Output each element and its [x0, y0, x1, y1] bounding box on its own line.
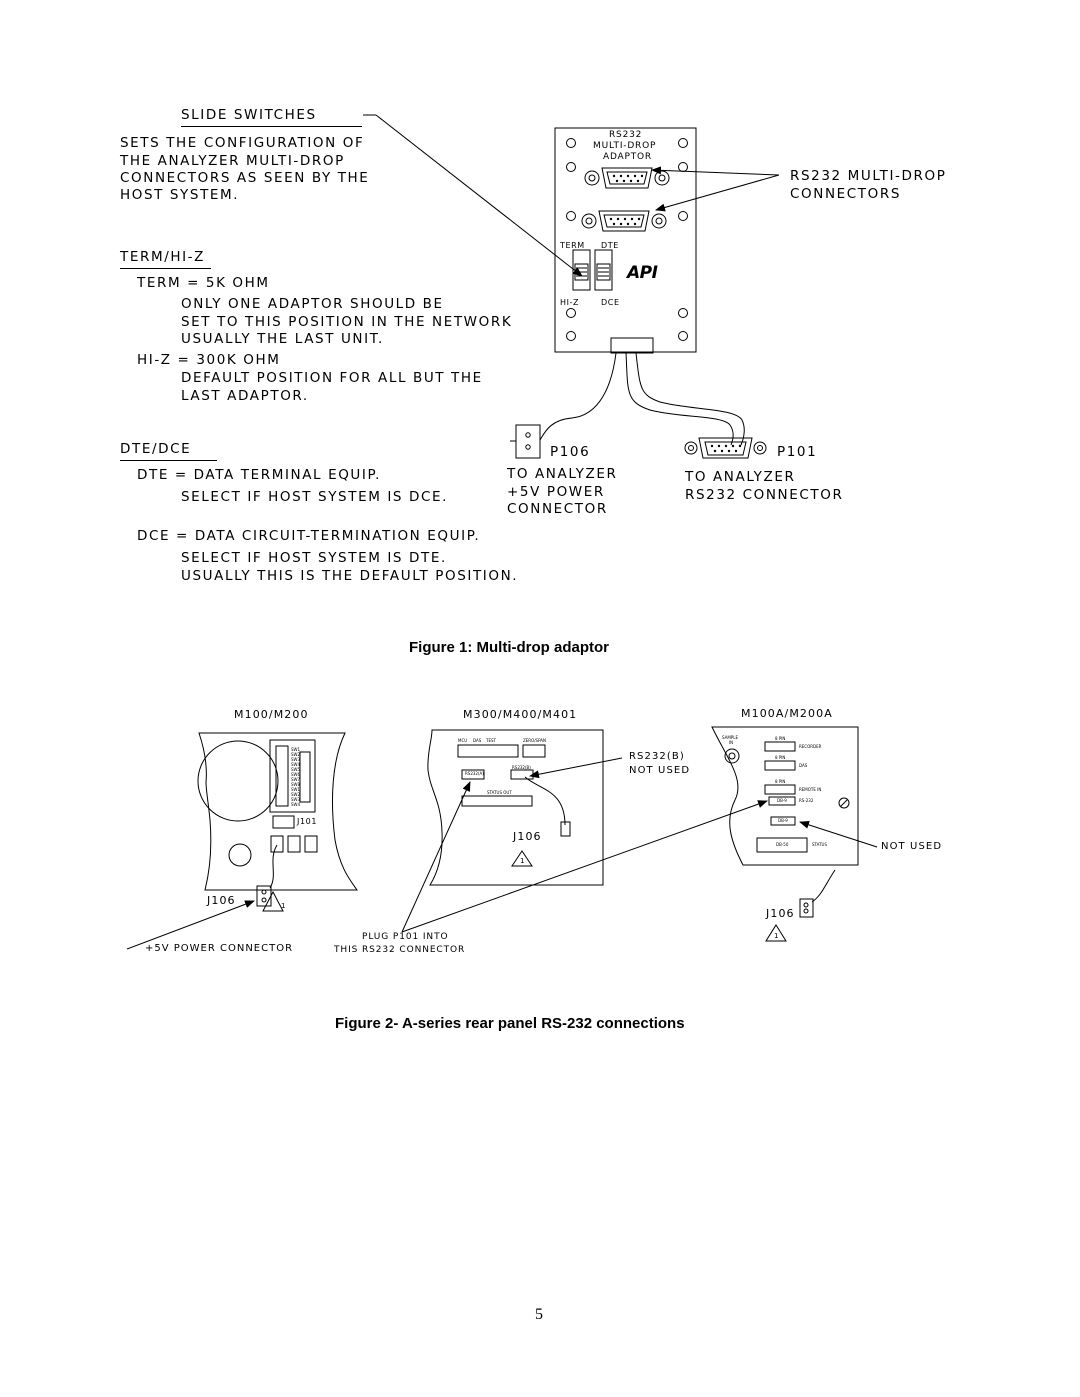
m100-panel: [198, 733, 357, 890]
slide-switches-heading: SLIDE SWITCHES: [181, 109, 362, 127]
m100-j106-label: J106: [207, 894, 236, 907]
adaptor-cable: [540, 338, 744, 445]
api-logo: API: [627, 263, 658, 283]
db9-connector-bottom[interactable]: [582, 211, 666, 231]
m300-j106-label: J106: [513, 830, 542, 843]
m100a-j106-label: J106: [766, 907, 795, 920]
m300-rs232a-label: RS232(A): [465, 771, 484, 776]
term-line: TERM = 5K OHM: [137, 275, 270, 291]
db9-connector-top[interactable]: [585, 168, 669, 188]
dte-line: DTE = DATA TERMINAL EQUIP.: [137, 467, 382, 483]
slide-switch-term[interactable]: [573, 250, 590, 290]
power-connector-label: +5V POWER CONNECTOR: [145, 943, 294, 954]
figure1-caption: Figure 1: Multi-drop adaptor: [409, 639, 609, 656]
p106-connector: [510, 425, 540, 458]
m100a-db50-label: DB-50: [776, 842, 789, 847]
figure2-caption: Figure 2- A-series rear panel RS-232 connections: [335, 1015, 685, 1032]
dte-heading: DTE/DCE: [120, 443, 217, 461]
m300-status-out-label: STATUS OUT: [487, 790, 512, 795]
mounting-holes: [567, 139, 688, 341]
connector-leaders: [652, 170, 779, 210]
m100a-warning-number: 1: [774, 932, 779, 940]
model-label-m300: M300/M400/M401: [463, 708, 578, 721]
p101-connector: [685, 438, 766, 458]
model-label-m100: M100/M200: [234, 708, 309, 721]
dce-line: DCE = DATA CIRCUIT-TERMINATION EQUIP.: [137, 528, 481, 544]
term-heading: TERM/HI-Z: [120, 251, 211, 269]
page-number: 5: [535, 1306, 543, 1323]
dte-desc: SELECT IF HOST SYSTEM IS DCE.: [181, 489, 449, 505]
p106-label: P106: [550, 444, 591, 460]
m100a-j106-connector: [766, 870, 835, 941]
m300-warning-number: 1: [520, 857, 525, 865]
slide-switch-dte[interactable]: [595, 250, 612, 290]
m300-leaders: [402, 758, 622, 932]
m100a-not-used-label: NOT USED: [881, 841, 943, 852]
hiz-line: HI-Z = 300K OHM: [137, 352, 281, 368]
power-connector-leader: [127, 901, 254, 949]
p101-label: P101: [777, 444, 818, 460]
m100a-leaders: [402, 801, 877, 932]
m100-j101-label: J101: [297, 817, 318, 826]
model-label-m100a: M100A/M200A: [741, 707, 833, 720]
m100-warning-number: 1: [281, 902, 286, 910]
m300-rs232b-small-label: RS232(B): [512, 765, 531, 770]
slide-switch-leader: [363, 115, 582, 276]
